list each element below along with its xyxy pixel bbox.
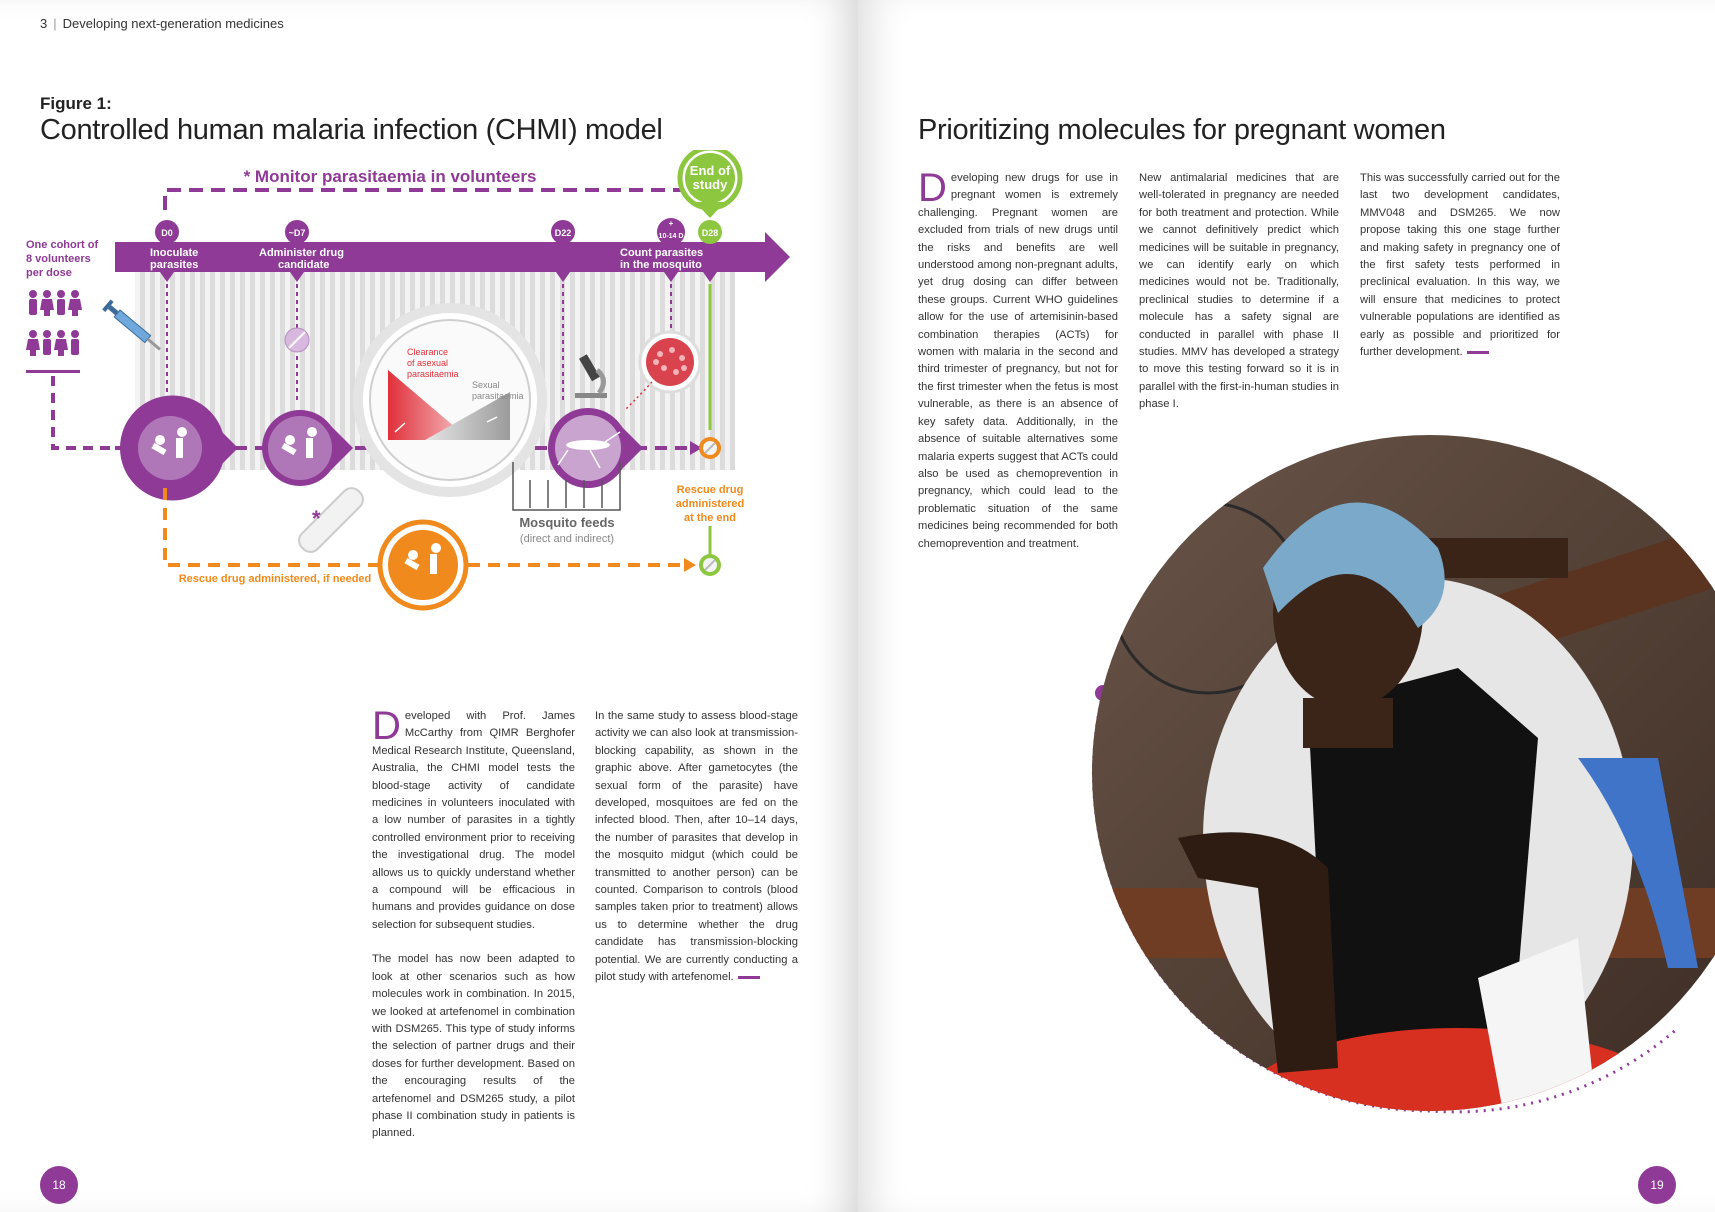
day-10-14: 10-14 D [658, 233, 684, 240]
sexual-1: Sexual [472, 380, 500, 390]
rescue-needed-label: Rescue drug administered, if needed [178, 573, 372, 585]
day-d0: D0 [161, 228, 173, 238]
left-body-col2 [595, 708, 798, 1004]
header-page-index: 3 [40, 16, 48, 31]
page-number-left: 18 [40, 1166, 78, 1204]
woman-photo [1038, 408, 1715, 1148]
count-label-2: in the mosquito [620, 259, 702, 271]
rescue-end-2: administered [675, 498, 745, 510]
end-mark [738, 976, 760, 979]
right-page [858, 0, 1715, 1212]
dropcap: D [372, 704, 401, 748]
clearance-2: of asexual [407, 358, 449, 368]
rescue-path-arrowhead [684, 558, 696, 572]
end-mark [1467, 351, 1489, 354]
end-of-study-pointer [695, 202, 725, 218]
right-col2-text: New antimalarial medicines that are well-tolerated in pregnancy are needed for both treatment and protection. While we cannot definitively predict which medicines will be suitable in pregnancy, we can identify early on which medicines would not be. Traditionally, preclinical studies to determine if a molecule has a safety signal are conducted in parallel with phase II studies. MMV has developed a strategy to move this testing forward so it is in parallel with the first-in-human studies in phase I. [1139, 172, 1339, 411]
rescue-end-1: Rescue drug [676, 484, 744, 496]
sexual-2: parasitaemia [472, 391, 524, 401]
right-body-col2 [1139, 170, 1339, 431]
left-col1-p2: The model has now been adapted to look at other scenarios such as how molecules work in combination. In 2015, we looked at artefenomel in combination with DSM265. This type of study informs the selection of partner drugs and their doses for further development. Based on the encouraging results of the artefenomel and DSM265 study, a pilot phase II combination study in patients is planned. [372, 953, 575, 1140]
clearance-1: Clearance [407, 347, 449, 357]
count-label-1: Count parasites [620, 247, 704, 259]
mosquito-feeds-sub: (direct and indirect) [519, 533, 615, 545]
volunteers-icon [26, 290, 82, 373]
figure-label: Figure 1: [40, 94, 112, 113]
cohort-line2: 8 volunteers [26, 253, 91, 265]
monitor-line [165, 190, 685, 210]
chmi-diagram-svg [20, 150, 840, 670]
clearance-3: parasitaemia [407, 369, 459, 379]
day-markers [155, 218, 722, 246]
day-plus: + [668, 219, 674, 228]
monitor-label: * Monitor parasitaemia in volunteers [243, 167, 537, 186]
day-d22: D22 [554, 228, 572, 238]
chmi-diagram [20, 150, 840, 670]
inoculate-label-1: Inoculate [150, 247, 199, 259]
end-label-2: study [692, 177, 728, 192]
mosquito-feeds-label: Mosquito feeds [519, 515, 615, 530]
cohort-line3: per dose [26, 267, 72, 279]
inoculate-label-2: parasites [150, 259, 199, 271]
dropcap: D [918, 166, 947, 210]
right-col3-text: This was successfully carried out for the last two development candidates, MMV048 and DSM265. We now propose taking this one stage further and making safety in pregnancy one of the first safety tests performed in preclinical evaluation. In this way, we will ensure that medicines to protect vulnerable populations are identified as early as possible and prioritized for further development. [1360, 172, 1560, 359]
cohort-line1: One cohort of [26, 239, 99, 251]
rescue-step-icon [380, 522, 466, 608]
figure-title: Controlled human malaria infection (CHMI) model [40, 114, 663, 146]
left-col2-p1: In the same study to assess blood-stage activity we can also look at transmission-blocking capability, as shown in the graphic above. After gametocytes (the sexual form of the parasite) have developed, mosquitoes are fed on the infected blood. Then, after 10–14 days, the number of parasites that develop in the mosquito midgut (which could be transmitted to another person) can be counted. Comparison to controls (blood samples taken prior to treatment) allows us to determine whether the drug candidate has transmission-blocking potential. We are currently conducting a pilot study with artefenomel. [595, 710, 798, 984]
page-number-right: 19 [1638, 1166, 1676, 1204]
day-d28: D28 [701, 228, 719, 238]
end-label-1: End of [689, 163, 731, 178]
day-d7: ~D7 [288, 228, 306, 238]
administer-label-2: candidate [278, 259, 330, 271]
left-body-col1 [372, 704, 575, 1160]
administer-label-1: Administer drug [259, 247, 344, 259]
magnifier-star: * [312, 506, 321, 531]
right-col1-text: eveloping new drugs for use in pregnant women is extremely challenging. Pregnant women are excluded from trials of new drugs until the risks and benefits are well understood among non-pregnant adults, yet drug dosing can differ between these groups. Current WHO guidelines allow for the use of artemisinin-based combination therapies (ACTs) for women with malaria in the second and third trimester of pregnancy, but not for the first trimester when the fetus is most vulnerable, as there is an absence of key safety data. Additionally, in the absence of suitable alternatives some malaria experts suggest that ACTs could also be used as chemoprevention in pregnancy, which could lead to the problematic situation of the same medicines being recommended for both chemoprevention and treatment. [918, 172, 1118, 550]
header-section: Developing next-generation medicines [62, 16, 284, 31]
left-col1-p1: eveloped with Prof. James McCarthy from QIMR Berghofer Medical Research Institute, Queensland, Australia, the CHMI model tests the blood-stage activity of candidate medicines in volunteers inoculated with a low number of parasites in a tightly controlled environment prior to receiving the investigational drug. The model allows us to quickly understand whether a compound will be efficacious in humans and provides guidance on dose selection for subsequent studies. [372, 710, 575, 931]
right-body-col3 [1360, 170, 1560, 378]
rescue-end-3: at the end [684, 512, 736, 524]
right-page-title: Prioritizing molecules for pregnant women [918, 114, 1446, 146]
cohort-connector [53, 376, 115, 448]
running-header: 3 | Developing next-generation medicines [40, 16, 284, 31]
